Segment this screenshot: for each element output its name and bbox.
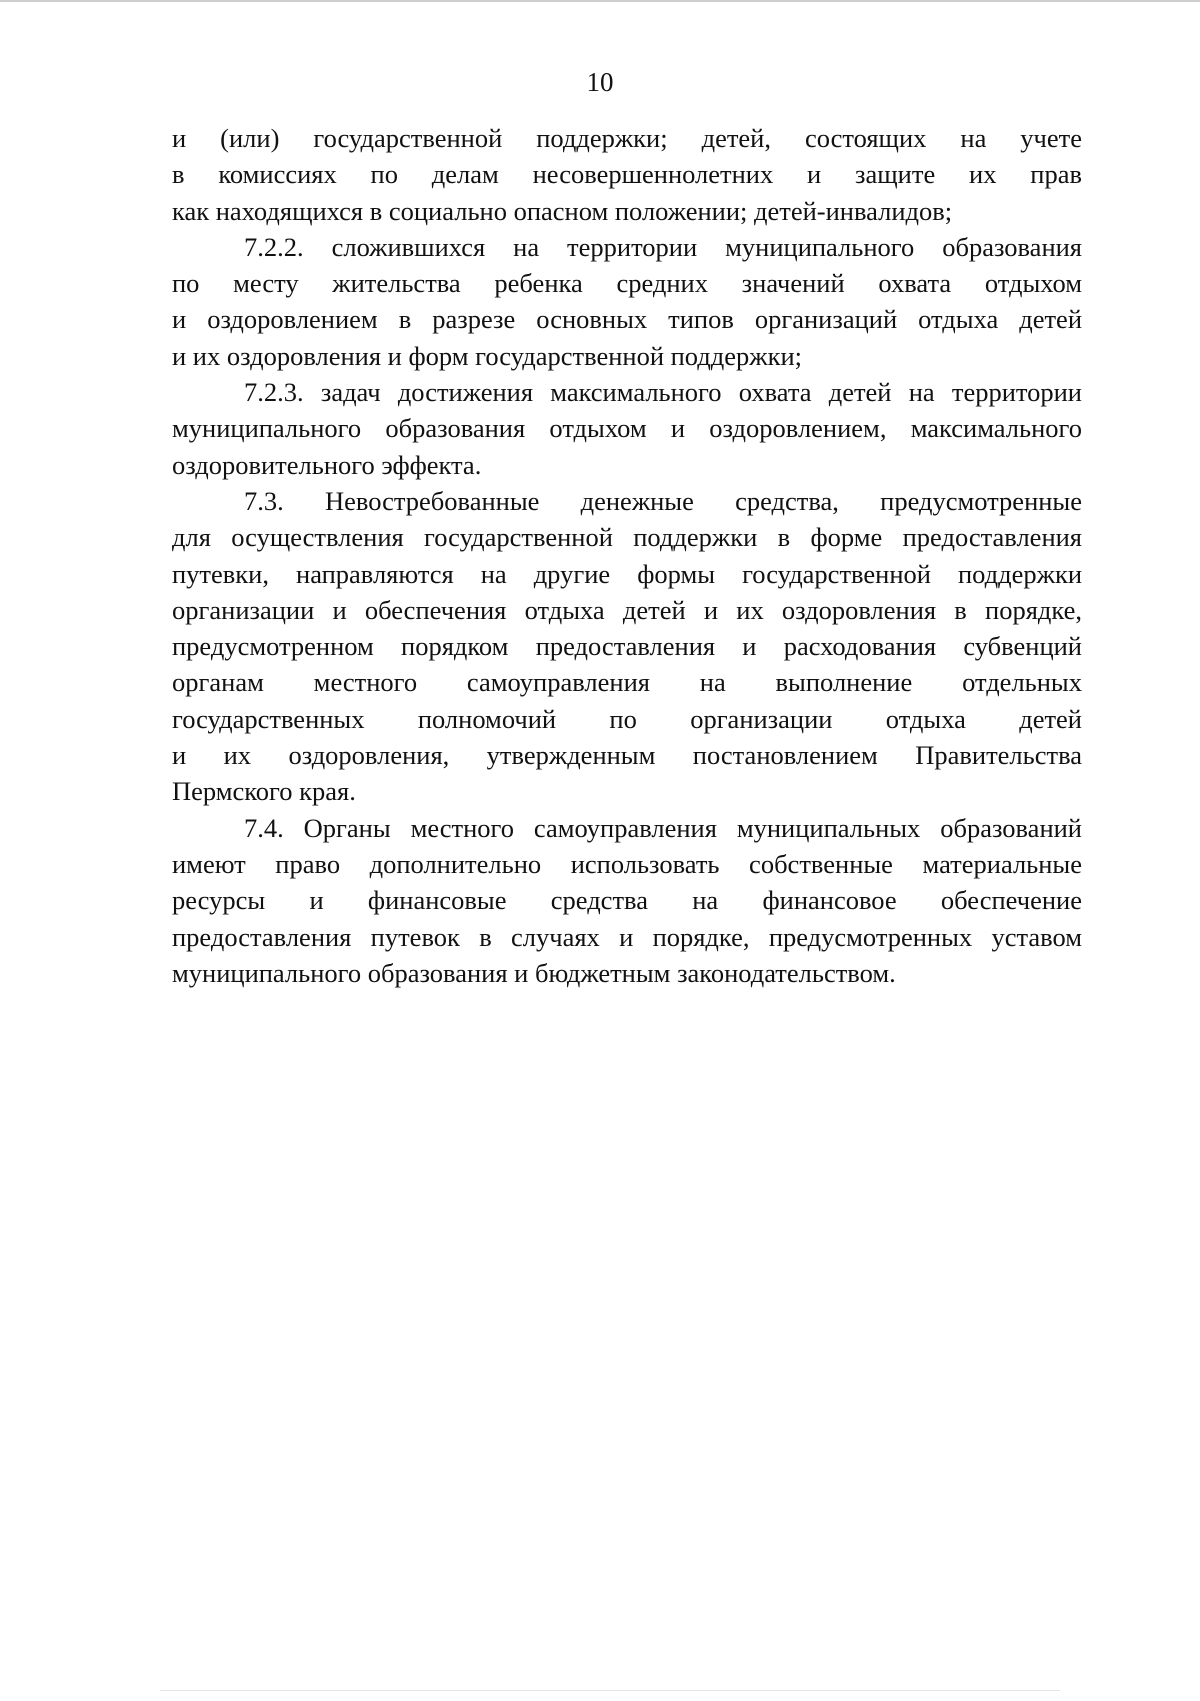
text-line: и (или) государственной поддержки; детей, состоящих на учете: [172, 123, 1082, 153]
text-line: предусмотренном порядком предоставления и расходования субвенций: [172, 631, 1082, 662]
text-line: как находящихся в социально опасном положении; детей-инвалидов;: [172, 195, 953, 226]
text-line: для осуществления государственной поддержки в форме предоставления: [172, 522, 1082, 553]
text-line: по месту жительства ребенка средних значений охвата отдыхом: [172, 268, 1082, 299]
text-line: муниципального образования и бюджетным законодательством.: [172, 957, 896, 988]
text-line: органам местного самоуправления на выполнение отдельных: [172, 667, 1082, 698]
text-line: 7.3. Невостребованные денежные средства, предусмотренные: [244, 485, 1082, 516]
text-line: и их оздоровления, утвержденным постановлением Правительства: [172, 740, 1082, 771]
paragraph-continuation: [172, 120, 1082, 229]
text-line: оздоровительного эффекта.: [172, 449, 482, 480]
text-line: ресурсы и финансовые средства на финансовое обеспечение: [172, 885, 1082, 916]
document-body: [172, 120, 1082, 991]
scan-edge: [160, 1690, 1060, 1691]
paragraph-7-2-3: [172, 374, 1082, 483]
text-line: государственных полномочий по организации отдыха детей: [172, 703, 1082, 734]
paragraph-7-4: [172, 810, 1082, 991]
text-line: 7.2.2. сложившихся на территории муниципального образования: [244, 231, 1082, 262]
text-line: предоставления путевок в случаях и порядке, предусмотренных уставом: [172, 921, 1082, 952]
text-line: Пермского края.: [172, 776, 356, 807]
scan-edge: [0, 0, 1200, 2]
paragraph-7-2-2: [172, 229, 1082, 374]
text-line: путевки, направляются на другие формы государственной поддержки: [172, 558, 1082, 589]
paragraph-7-3: [172, 483, 1082, 810]
text-line: 7.2.3. задач достижения максимального охвата детей на территории: [244, 377, 1082, 408]
text-line: имеют право дополнительно использовать собственные материальные: [172, 848, 1082, 879]
text-line: и их оздоровления и форм государственной поддержки;: [172, 340, 802, 371]
text-line: организации и обеспечения отдыха детей и их оздоровления в порядке,: [172, 594, 1082, 625]
page-number: 10: [586, 67, 614, 97]
text-line: муниципального образования отдыхом и оздоровлением, максимального: [172, 413, 1082, 444]
text-line: 7.4. Органы местного самоуправления муниципальных образований: [244, 812, 1082, 843]
text-line: и оздоровлением в разрезе основных типов организаций отдыха детей: [172, 304, 1082, 335]
text-line: в комиссиях по делам несовершеннолетних и защите их прав: [172, 159, 1082, 190]
